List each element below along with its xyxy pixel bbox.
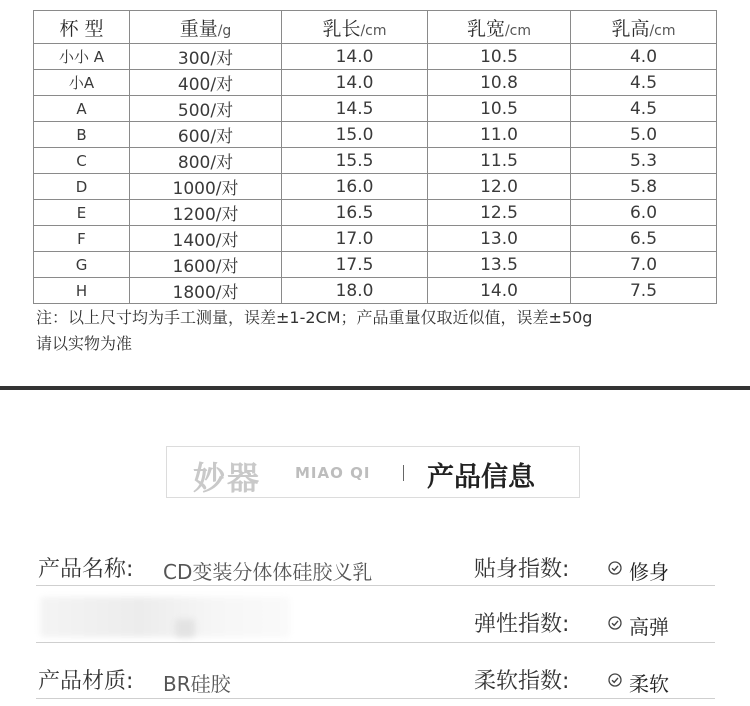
cell-length: 14.0: [282, 44, 428, 70]
cell-cup: C: [34, 148, 130, 174]
table-row: [34, 148, 717, 174]
header-length: 乳长/cm: [282, 11, 428, 44]
cell-height: 4.5: [571, 96, 717, 122]
cell-cup: H: [34, 278, 130, 304]
cell-cup: B: [34, 122, 130, 148]
cell-cup: A: [34, 96, 130, 122]
check-circle-icon: [608, 561, 622, 575]
cell-height: 5.8: [571, 174, 717, 200]
cell-width: 11.5: [428, 148, 571, 174]
elasticity-index-label: 弹性指数:: [474, 612, 570, 637]
table-row: [34, 96, 717, 122]
fit-index-value: 修身: [629, 560, 669, 584]
header-width: 乳宽/cm: [428, 11, 571, 44]
cell-cup: D: [34, 174, 130, 200]
table-row: [34, 200, 717, 226]
cell-height: 4.5: [571, 70, 717, 96]
cell-width: 13.5: [428, 252, 571, 278]
cell-weight: 300/对: [130, 44, 282, 70]
blurred-mark: [175, 619, 195, 637]
row-divider: [36, 585, 715, 586]
cell-width: 10.8: [428, 70, 571, 96]
cell-weight: 1000/对: [130, 174, 282, 200]
cell-length: 14.5: [282, 96, 428, 122]
cell-weight: 800/对: [130, 148, 282, 174]
table-header-row: [34, 11, 717, 44]
brand-logo-cn: 妙器: [193, 459, 262, 497]
cell-weight: 1800/对: [130, 278, 282, 304]
softness-index-value: 柔软: [629, 672, 669, 696]
header-width-unit: /cm: [504, 22, 532, 39]
cell-length: 18.0: [282, 278, 428, 304]
cell-weight: 500/对: [130, 96, 282, 122]
fit-index-label: 贴身指数:: [474, 557, 570, 582]
size-table: [33, 10, 717, 304]
header-separator: [403, 465, 404, 481]
product-info-header: [166, 446, 580, 498]
cell-length: 16.5: [282, 200, 428, 226]
blurred-region: [40, 597, 290, 637]
cell-cup: E: [34, 200, 130, 226]
cell-height: 4.0: [571, 44, 717, 70]
elasticity-index-value: 高弹: [629, 615, 669, 639]
cell-height: 5.3: [571, 148, 717, 174]
cell-height: 7.5: [571, 278, 717, 304]
cell-length: 17.0: [282, 226, 428, 252]
cell-length: 17.5: [282, 252, 428, 278]
cell-length: 16.0: [282, 174, 428, 200]
header-weight-unit: /g: [217, 22, 232, 39]
check-circle-icon: [608, 673, 622, 687]
softness-index-label: 柔软指数:: [474, 669, 570, 694]
table-row: [34, 174, 717, 200]
cell-width: 13.0: [428, 226, 571, 252]
material-label: 产品材质:: [38, 669, 134, 694]
header-cup: 杯 型: [34, 11, 130, 44]
brand-logo-en: MIAO QI: [295, 464, 371, 482]
cell-height: 5.0: [571, 122, 717, 148]
table-row: [34, 226, 717, 252]
section-title: 产品信息: [427, 462, 535, 493]
table-row: [34, 278, 717, 304]
cell-cup: 小小 A: [34, 44, 130, 70]
header-weight: 重量/g: [130, 11, 282, 44]
cell-height: 6.5: [571, 226, 717, 252]
cell-width: 10.5: [428, 44, 571, 70]
cell-weight: 400/对: [130, 70, 282, 96]
size-table-body: [34, 44, 717, 304]
table-row: [34, 122, 717, 148]
cell-length: 14.0: [282, 70, 428, 96]
cell-length: 15.5: [282, 148, 428, 174]
cell-weight: 600/对: [130, 122, 282, 148]
section-divider: [0, 386, 750, 390]
row-divider: [36, 642, 715, 643]
product-name-value: CD变装分体体硅胶义乳: [163, 560, 373, 584]
cell-weight: 1400/对: [130, 226, 282, 252]
cell-cup: F: [34, 226, 130, 252]
cell-width: 10.5: [428, 96, 571, 122]
cell-width: 11.0: [428, 122, 571, 148]
cell-length: 15.0: [282, 122, 428, 148]
header-length-unit: /cm: [360, 22, 387, 39]
cell-weight: 1600/对: [130, 252, 282, 278]
check-circle-icon: [608, 616, 622, 630]
product-name-label: 产品名称:: [38, 557, 134, 582]
row-divider: [36, 698, 715, 699]
table-row: [34, 44, 717, 70]
cell-height: 7.0: [571, 252, 717, 278]
table-row: [34, 252, 717, 278]
cell-cup: G: [34, 252, 130, 278]
measurement-note: 注：以上尺寸均为手工测量，误差±1-2CM；产品重量仅取近似值，误差±50g: [36, 308, 593, 327]
measurement-note-2: 请以实物为准: [36, 334, 133, 353]
material-value: BR硅胶: [163, 672, 231, 696]
cell-width: 14.0: [428, 278, 571, 304]
cell-height: 6.0: [571, 200, 717, 226]
table-row: [34, 70, 717, 96]
cell-weight: 1200/对: [130, 200, 282, 226]
cell-width: 12.5: [428, 200, 571, 226]
cell-cup: 小A: [34, 70, 130, 96]
header-height: 乳高/cm: [571, 11, 717, 44]
header-height-unit: /cm: [649, 22, 676, 39]
cell-width: 12.0: [428, 174, 571, 200]
